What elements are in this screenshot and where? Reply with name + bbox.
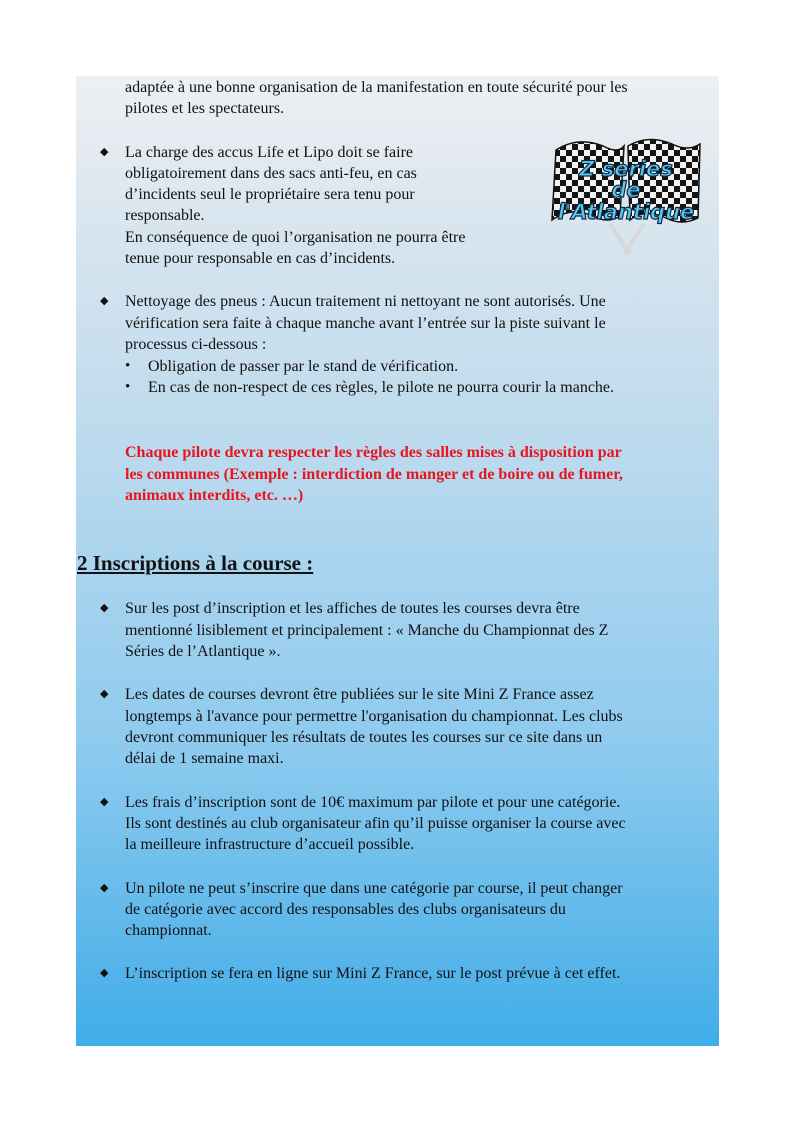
bullet-diamond-icon: ◆: [100, 146, 109, 158]
intro-line-1: adaptée à une bonne organisation de la manifestation en toute sécurité pour les: [125, 79, 628, 96]
item1-line-2: mentionné lisiblement et principalement : « Manche du Championnat des Z: [125, 622, 609, 639]
item4-line-3: championnat.: [125, 922, 212, 939]
item2-line-3: devront communiquer les résultats de toutes les courses sur ce site dans un: [125, 729, 603, 746]
logo-text-line-1: Z series: [579, 157, 673, 181]
bullet-diamond-icon: ◆: [100, 967, 109, 979]
bullet-diamond-icon: ◆: [100, 796, 109, 808]
bullet-dot-icon: •: [125, 379, 131, 395]
pneus-line-2: vérification sera faite à chaque manche avant l’entrée sur la piste suivant le: [125, 315, 606, 332]
item3-line-3: la meilleure infrastructure d’accueil possible.: [125, 836, 415, 853]
pneus-subitem-2: En cas de non-respect de ces règles, le pilote ne pourra courir la manche.: [148, 379, 615, 396]
bullet-diamond-icon: ◆: [100, 882, 109, 894]
pneus-line-3: processus ci-dessous :: [125, 336, 267, 353]
logo-text-line-2: de: [611, 178, 641, 202]
item1-line-3: Séries de l’Atlantique ».: [125, 643, 281, 660]
warning-line-3: animaux interdits, etc. …): [125, 487, 304, 504]
charge-line-6: tenue pour responsable en cas d’incidents.: [125, 250, 396, 267]
pneus-subitem-1: Obligation de passer par le stand de vérification.: [148, 358, 459, 375]
item4-line-2: de catégorie avec accord des responsables des clubs organisateurs du: [125, 901, 566, 918]
item4-line-1: Un pilote ne peut s’inscrire que dans une catégorie par course, il peut changer: [125, 880, 623, 897]
charge-line-2: obligatoirement dans des sacs anti-feu, en cas: [125, 165, 417, 182]
charge-line-1: La charge des accus Life et Lipo doit se faire: [125, 144, 414, 161]
item2-line-2: longtemps à l'avance pour permettre l'organisation du championnat. Les clubs: [125, 708, 623, 725]
intro-line-2: pilotes et les spectateurs.: [125, 100, 285, 117]
bullet-diamond-icon: ◆: [100, 688, 109, 700]
warning-line-1: Chaque pilote devra respecter les règles des salles mises à disposition par: [125, 444, 622, 461]
bullet-diamond-icon: ◆: [100, 602, 109, 614]
item2-line-4: délai de 1 semaine maxi.: [125, 750, 284, 767]
section-heading-inscriptions: 2 Inscriptions à la course :: [77, 551, 314, 575]
item3-line-1: Les frais d’inscription sont de 10€ maximum par pilote et pour une catégorie.: [125, 794, 621, 811]
logo-text-line-3: l'Atlantique: [557, 200, 695, 224]
charge-line-5: En conséquence de quoi l’organisation ne pourra être: [125, 229, 466, 246]
item1-line-1: Sur les post d’inscription et les affiches de toutes les courses devra être: [125, 600, 580, 617]
bullet-diamond-icon: ◆: [100, 295, 109, 307]
warning-line-2: les communes (Exemple : interdiction de manger et de boire ou de fumer,: [125, 466, 623, 483]
bullet-dot-icon: •: [125, 358, 131, 374]
pneus-line-1: Nettoyage des pneus : Aucun traitement ni nettoyant ne sont autorisés. Une: [125, 293, 606, 310]
charge-line-4: responsable.: [125, 207, 205, 224]
item3-line-2: Ils sont destinés au club organisateur afin qu’il puisse organiser la course avec: [125, 815, 626, 832]
z-series-atlantique-logo: [548, 132, 704, 258]
item5-line-1: L’inscription se fera en ligne sur Mini Z France, sur le post prévue à cet effet.: [125, 965, 621, 982]
item2-line-1: Les dates de courses devront être publiées sur le site Mini Z France assez: [125, 686, 594, 703]
charge-line-3: d’incidents seul le propriétaire sera tenu pour: [125, 186, 415, 203]
